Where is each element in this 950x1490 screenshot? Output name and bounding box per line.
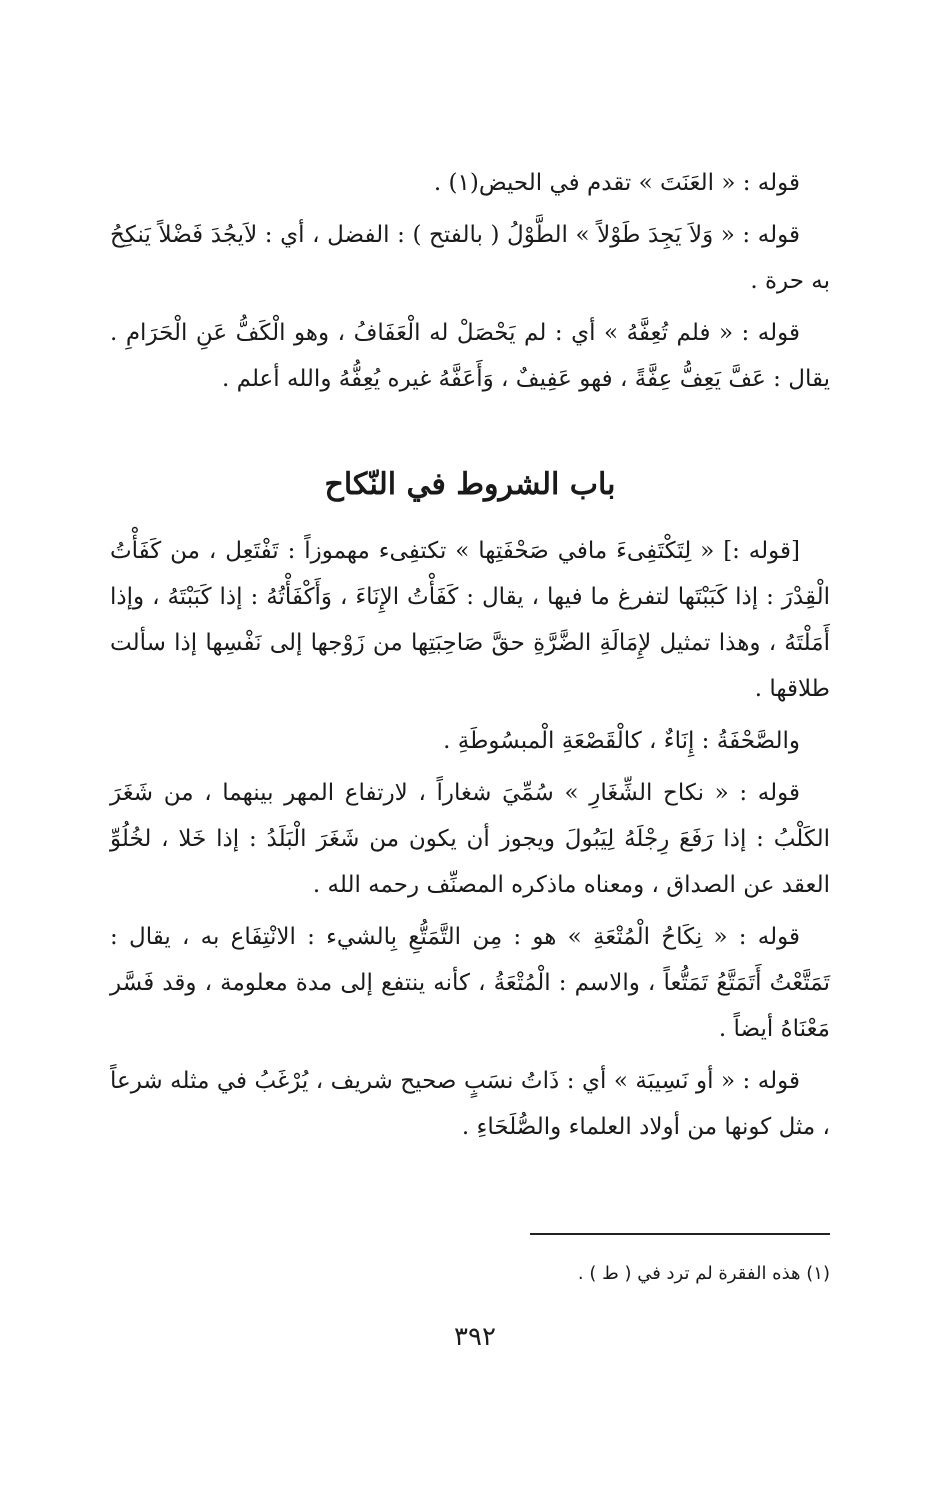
- paragraph-sahfa: والصَّحْفَةُ : إِنَاءٌ ، كالْقَصْعَةِ الْمبسُوطَةِ .: [443, 728, 800, 754]
- footnote: (١) هذه الفقرة لم ترد في ( ط ) .: [577, 1263, 830, 1284]
- paragraph-anat: قوله : « العَنَتَ » تقدم في الحيض(١) .: [433, 170, 800, 196]
- page-body: [110, 160, 830, 1156]
- paragraph-taktafi: [قوله :] « لِتَكْتَفِىءَ مافي صَحْفَتِها » تكتفِىء مهموزاً : تَفْتَعِل ، من كَفَأْتُ الْقِدْرَ : إذا كَبَبْتَها لتفرغ ما فيها ، يقال : كَفَأْتُ الإِنَاءَ ، وَأَكْفَأْتُهُ : إذا كَبَبْتَهُ ، وإذا أَمَلْتَهُ ، وهذا تمثيل لإِمَالَةِ الضَّرَّةِ حقَّ صَاحِبَتِها من زَوْجها إلى نَفْسِها إذا سألت طلاقها .: [110, 538, 830, 702]
- paragraph-shighar: قوله : « نكاح الشِّغَارِ » سُمِّيَ شغاراً ، لارتفاع المهر بينهما ، من شَغَرَ الكَلْبُ : إذا رَفَعَ رِجْلَهُ لِيَبُولَ ويجوز أن يكون من شَغَرَ الْبَلَدُ : إذا خَلا ، لخُلُوِّ العقد عن الصداق ، ومعناه ماذكره المصنِّف رحمه الله .: [110, 780, 830, 898]
- section-heading: باب الشروط في النّكاح: [324, 467, 616, 502]
- paragraph-mutah: قوله : « نِكَاحُ الْمُتْعَةِ » هو : مِن التَّمَتُّعِ بِالشيء : الانْتِفَاع به ، يقال : تَمَتَّعْتُ أَتَمَتَّعُ تَمَتُّعاً ، والاسم : الْمُتْعَةُ ، كأنه ينتفع إلى مدة معلومة ، وقد فَسَّر مَعْنَاهُ أيضاً .: [110, 924, 830, 1042]
- paragraph-nasiba: قوله : « أو نَسِيبَة » أي : ذَاتُ نسَبٍ صحيح شريف ، يُرْغَبُ في مثله شرعاً ، مثل كونها من أولاد العلماء والصُّلَحَاءِ .: [110, 1068, 830, 1140]
- paragraph-tuiffahu: قوله : « فلم تُعِفَّهُ » أي : لم يَحْصَلْ له الْعَفَافُ ، وهو الْكَفُّ عَنِ الْحَرَامِ . يقال : عَفَّ يَعِفُّ عِفَّةً ، فهو عَفِيفٌ ، وَأَعَفَّهُ غيره يُعِفُّهُ والله أعلم .: [110, 320, 830, 392]
- page-number: ٣٩٢: [454, 1322, 496, 1352]
- paragraph-tawl: قوله : « وَلاَ يَجِدَ طَوْلاً » الطَّوْلُ ( بالفتح ) : الفضل ، أي : لاَيجُدَ فَضْلاً يَنكِحُ به حرة .: [110, 222, 830, 294]
- footnote-divider: [530, 1233, 830, 1235]
